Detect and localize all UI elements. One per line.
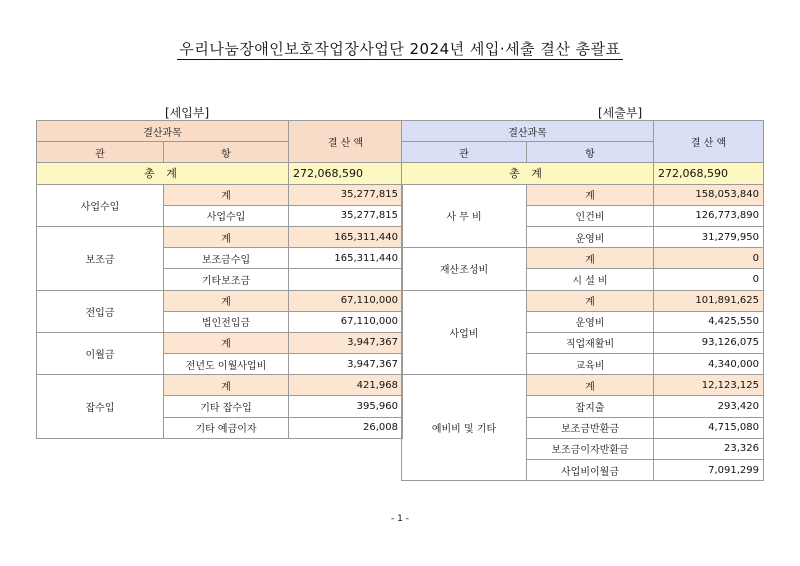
expense-amount-cell: 4,340,000 [654,354,764,375]
income-gwan-cell: 이월금 [37,332,164,374]
income-row [37,184,403,205]
expense-row [402,375,764,396]
page-number: - 1 - [391,514,409,524]
income-hang-cell: 기타보조금 [164,269,289,290]
expense-hang-cell: 시 설 비 [527,269,654,290]
income-header-hang: 항 [164,142,289,163]
income-gwan-cell: 전입금 [37,290,164,332]
expense-row [402,184,764,205]
expense-row [402,290,764,311]
income-header-amount: 결 산 액 [289,121,403,163]
income-total-label: 총 계 [37,163,289,184]
expense-amount-cell: 4,715,080 [654,417,764,438]
expense-amount-cell: 4,425,550 [654,311,764,332]
income-subtotal-label: 계 [164,375,289,396]
expense-amount-cell: 126,773,890 [654,205,764,226]
income-amount-cell: 35,277,815 [289,205,403,226]
expense-section-label: [세출부] [598,106,643,120]
expense-hang-cell: 사업비이월금 [527,460,654,481]
expense-amount-cell: 0 [654,269,764,290]
expense-hang-cell: 보조금이자반환금 [527,438,654,459]
income-hang-cell: 기타 예금이자 [164,417,289,438]
income-amount-cell: 67,110,000 [289,311,403,332]
expense-amount-cell: 93,126,075 [654,332,764,353]
income-hang-cell: 기타 잡수입 [164,396,289,417]
income-header-subject: 결산과목 [37,121,289,142]
income-hang-cell: 법인전입금 [164,311,289,332]
expense-amount-cell: 293,420 [654,396,764,417]
expense-subtotal-label: 계 [527,375,654,396]
expense-header-hang: 항 [527,142,654,163]
expense-subtotal-label: 계 [527,248,654,269]
expense-hang-cell: 잡지출 [527,396,654,417]
income-header-gwan: 관 [37,142,164,163]
expense-total-amount: 272,068,590 [654,163,764,184]
income-total-amount: 272,068,590 [289,163,403,184]
income-subtotal-amount: 165,311,440 [289,226,403,247]
expense-subtotal-amount: 0 [654,248,764,269]
income-amount-cell: 395,960 [289,396,403,417]
income-gwan-cell: 보조금 [37,226,164,290]
income-row [37,290,403,311]
expense-total-label: 총 계 [402,163,654,184]
expense-hang-cell: 인건비 [527,205,654,226]
expense-hang-cell: 직업재활비 [527,332,654,353]
expense-amount-cell: 7,091,299 [654,460,764,481]
expense-header-subject: 결산과목 [402,121,654,142]
expense-amount-cell: 31,279,950 [654,226,764,247]
income-subtotal-label: 계 [164,226,289,247]
income-table-body [37,121,403,439]
expense-header-amount: 결 산 액 [654,121,764,163]
expense-hang-cell: 운영비 [527,311,654,332]
income-amount-cell [289,269,403,290]
expense-table-body [402,121,764,481]
income-gwan-cell: 잡수입 [37,375,164,439]
income-subtotal-amount: 421,968 [289,375,403,396]
expense-subtotal-amount: 158,053,840 [654,184,764,205]
income-row [37,226,403,247]
expense-hang-cell: 교육비 [527,354,654,375]
expense-gwan-cell: 재산조성비 [402,248,527,290]
expense-hang-cell: 운영비 [527,226,654,247]
income-row [37,332,403,353]
income-subtotal-amount: 35,277,815 [289,184,403,205]
income-amount-cell: 3,947,367 [289,354,403,375]
income-amount-cell: 26,008 [289,417,403,438]
page-title: 우리나눔장애인보호작업장사업단 2024년 세입·세출 결산 총괄표 [179,40,621,58]
expense-subtotal-label: 계 [527,184,654,205]
expense-header-gwan: 관 [402,142,527,163]
income-row [37,375,403,396]
expense-gwan-cell: 사업비 [402,290,527,375]
income-hang-cell: 보조금수입 [164,248,289,269]
income-subtotal-amount: 3,947,367 [289,332,403,353]
expense-subtotal-label: 계 [527,290,654,311]
income-table [36,120,403,439]
expense-hang-cell: 보조금반환금 [527,417,654,438]
expense-subtotal-amount: 12,123,125 [654,375,764,396]
income-hang-cell: 전년도 이월사업비 [164,354,289,375]
income-gwan-cell: 사업수입 [37,184,164,226]
income-subtotal-label: 계 [164,332,289,353]
expense-subtotal-amount: 101,891,625 [654,290,764,311]
expense-row [402,248,764,269]
income-subtotal-amount: 67,110,000 [289,290,403,311]
income-section-label: [세입부] [165,106,210,120]
expense-gwan-cell: 예비비 및 기타 [402,375,527,481]
expense-gwan-cell: 사 무 비 [402,184,527,248]
income-hang-cell: 사업수입 [164,205,289,226]
income-subtotal-label: 계 [164,290,289,311]
expense-table [401,120,764,481]
income-subtotal-label: 계 [164,184,289,205]
expense-amount-cell: 23,326 [654,438,764,459]
income-amount-cell: 165,311,440 [289,248,403,269]
